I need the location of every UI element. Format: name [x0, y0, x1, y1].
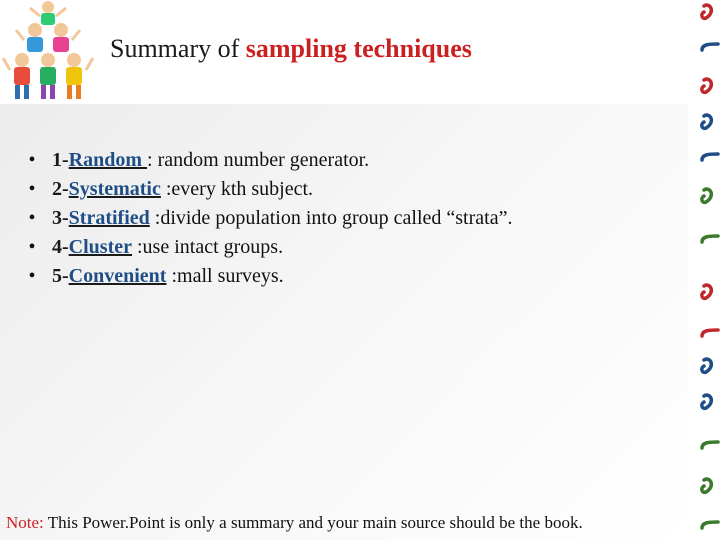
bullet-text — [52, 233, 283, 262]
footer-note — [6, 513, 583, 533]
bullet-number: 1- — [52, 149, 69, 171]
bullet-number: 5- — [52, 265, 69, 287]
bullet-text — [52, 204, 512, 233]
spiral-binding-icon — [680, 0, 720, 540]
slide-title — [110, 34, 630, 64]
bullet-description: :use intact groups. — [132, 236, 284, 258]
bullet-text — [52, 262, 284, 291]
bullet-text — [52, 175, 313, 204]
bullet-term: Random — [68, 149, 148, 171]
title-accent: sampling techniques — [245, 34, 472, 63]
bullet-term: Stratified — [68, 207, 150, 229]
bullet-dot: • — [28, 149, 36, 171]
bullet-number: 4- — [52, 236, 69, 258]
bullet-description: :divide population into group called “strata”. — [149, 207, 513, 229]
children-pyramid-icon — [0, 0, 96, 104]
bullet-description: :every kth subject. — [160, 178, 314, 200]
bullet-dot: • — [28, 265, 36, 287]
bullet-number: 2- — [52, 178, 69, 200]
bullet-term: Cluster — [68, 236, 132, 258]
bullet-term: Systematic — [68, 178, 161, 200]
bullet-dot: • — [28, 207, 36, 229]
bullet-description: : random number generator. — [147, 149, 370, 171]
bullet-term: Convenient — [68, 265, 167, 287]
bullet-text — [52, 146, 369, 175]
bullet-dot: • — [28, 236, 36, 258]
note-text: This Power.Point is only a summary and your main source should be the book. — [43, 513, 583, 532]
bullet-number: 3- — [52, 207, 69, 229]
bullet-dot: • — [28, 178, 36, 200]
note-label: Note: — [6, 513, 44, 532]
bullet-description: :mall surveys. — [166, 265, 284, 287]
title-plain: Summary of — [110, 34, 246, 63]
